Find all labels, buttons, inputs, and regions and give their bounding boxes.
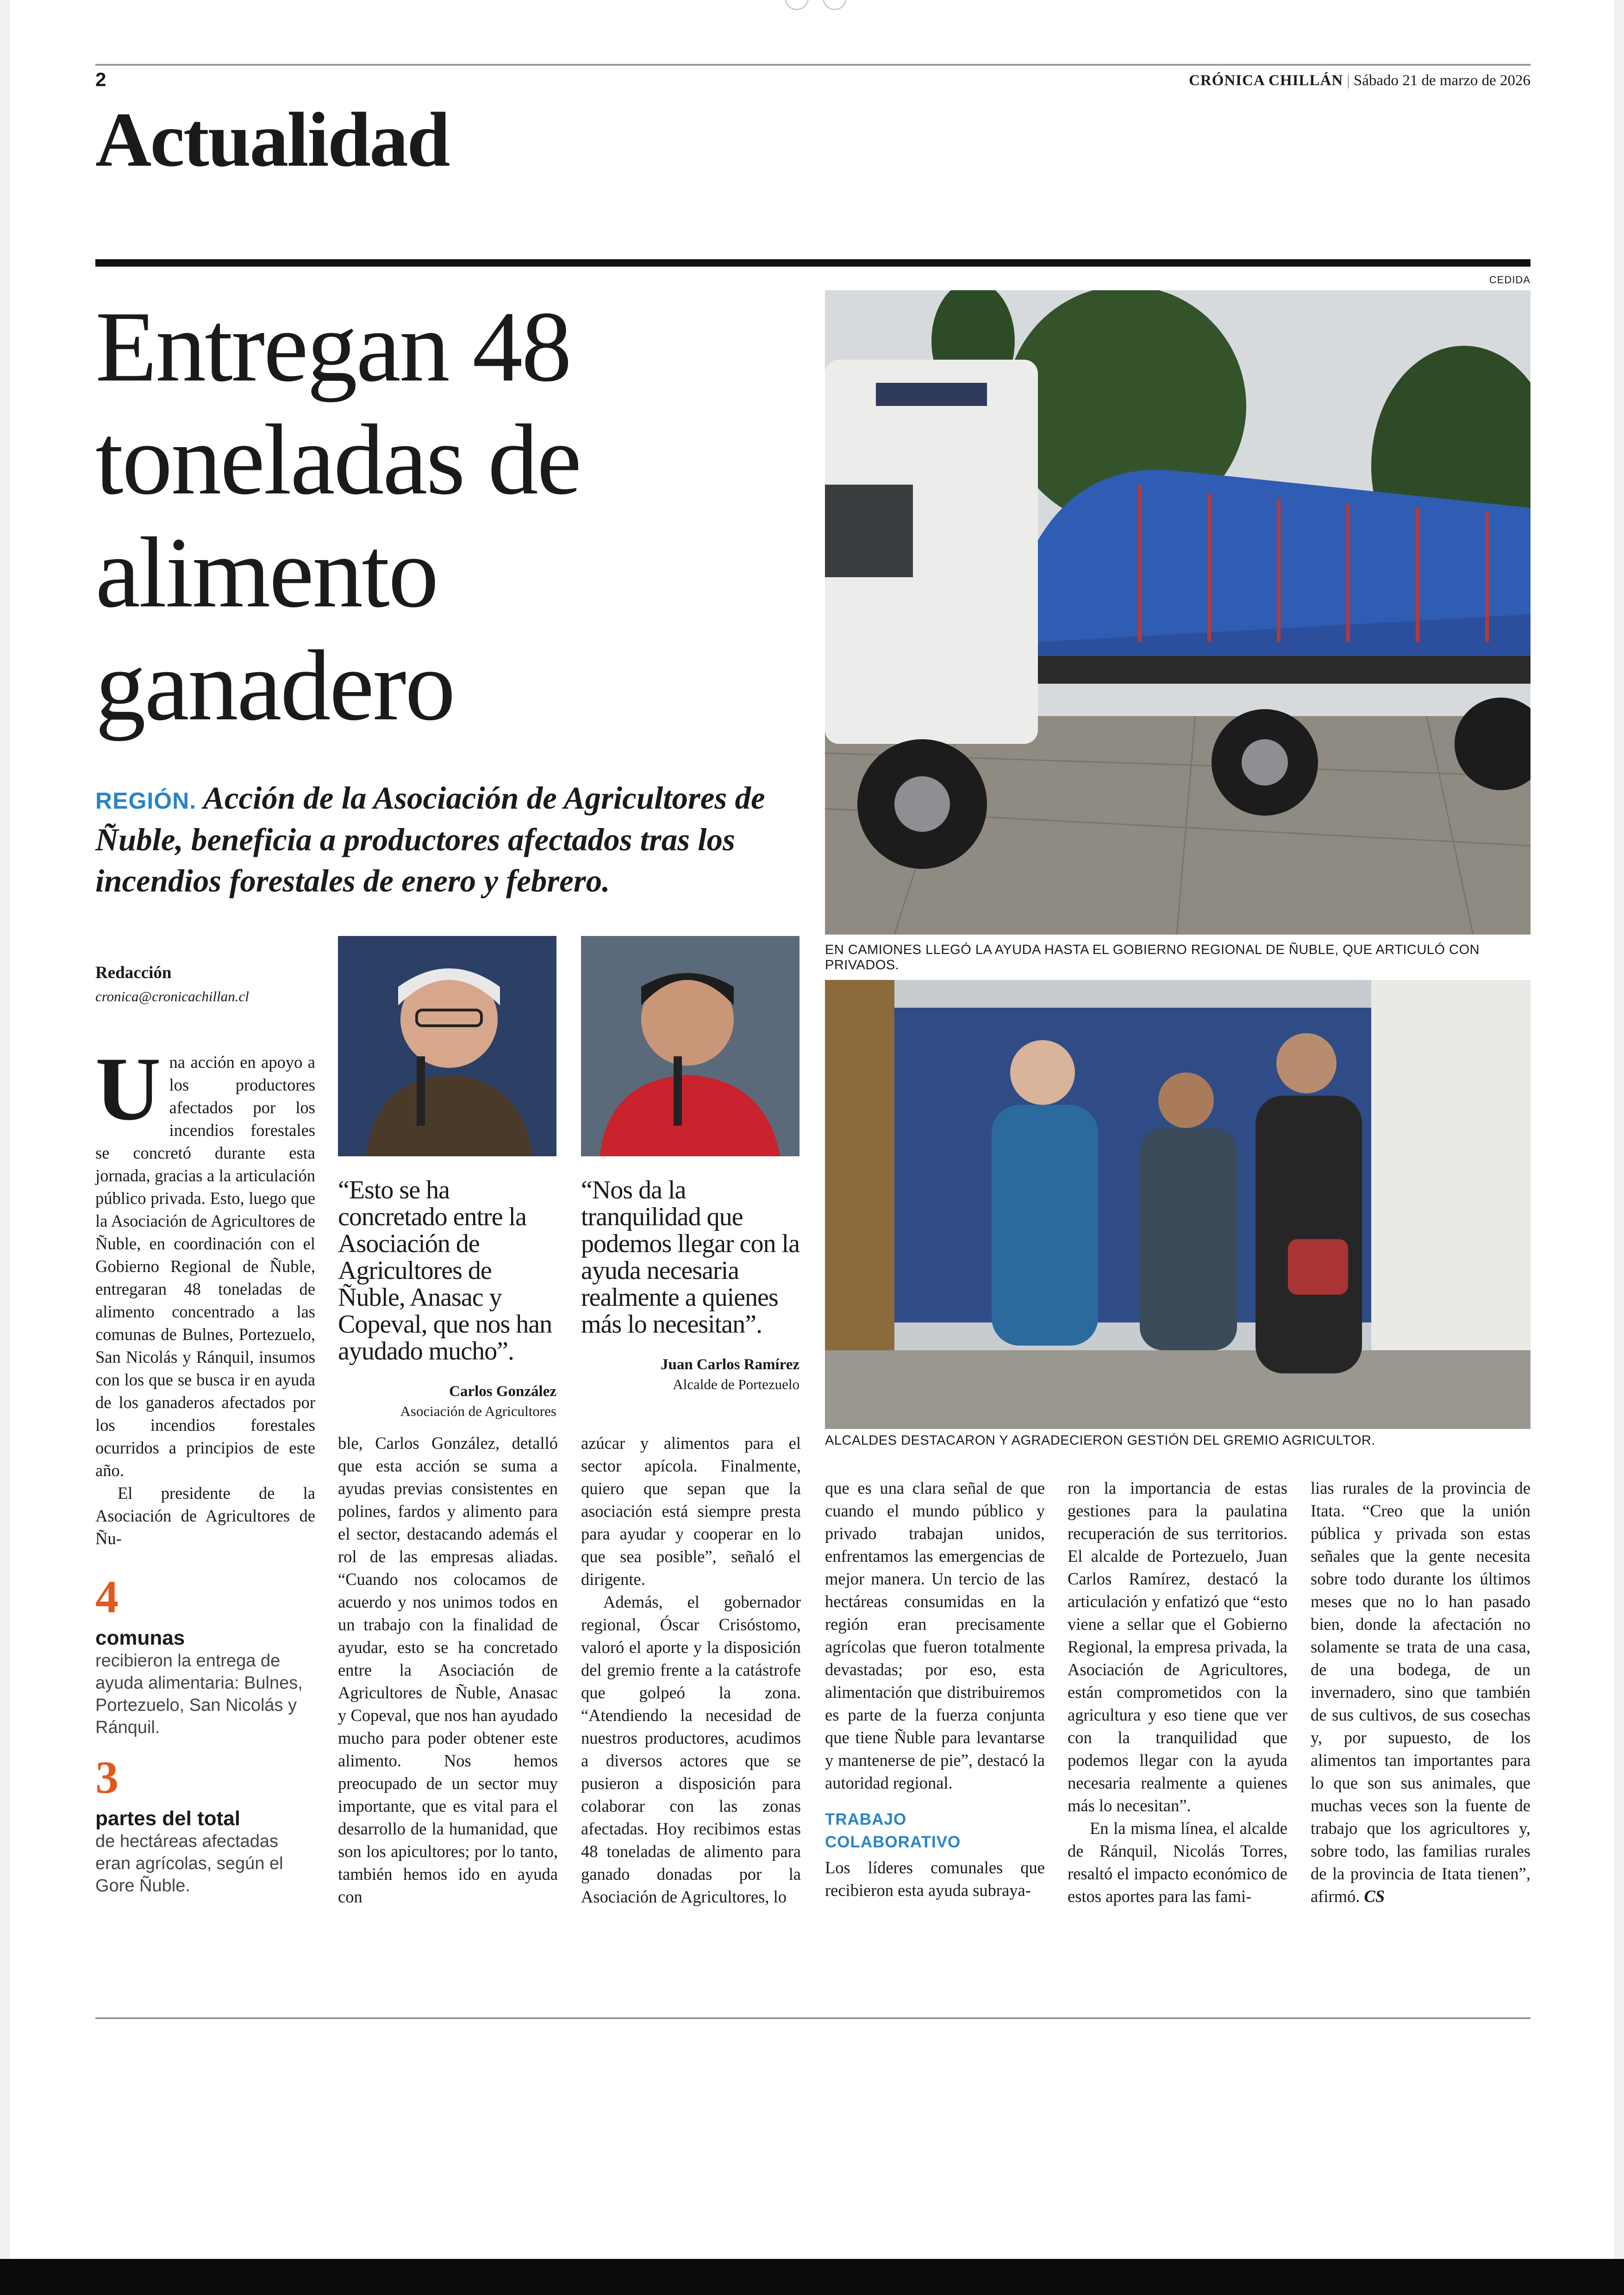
truck-illustration <box>825 290 1530 935</box>
headline: Entregan 48 toneladas de alimento ganadero <box>95 291 581 742</box>
article-column-1 <box>95 1039 315 1550</box>
pull-quote-2 <box>581 1177 800 1393</box>
quote-author: Juan Carlos Ramírez <box>660 1356 800 1373</box>
quote-role: Asociación de Agricultores <box>400 1403 556 1419</box>
body-paragraph <box>1311 1477 1530 1908</box>
end-mark: CS <box>1364 1887 1385 1906</box>
stat-number: 3 <box>95 1752 119 1803</box>
body-paragraph: azúcar y alimentos para el sector apícola. Finalmente, quiero que sepan que la asociación está siempre presta para ayudar y cooperar en lo que sea posible”, señaló el dirigente. <box>581 1434 801 1589</box>
body-paragraph: Los líderes comunales que recibieron esta ayuda subraya- <box>825 1858 1045 1900</box>
stat-title: partes del total <box>95 1807 240 1830</box>
article-column-3 <box>581 1432 801 1908</box>
quote-author: Carlos González <box>449 1383 556 1400</box>
photo1-caption: EN CAMIONES LLEGÓ LA AYUDA HASTA EL GOBIERNO REGIONAL DE ÑUBLE, QUE ARTICULÓ CON PRIVADOS. <box>825 942 1480 973</box>
deck-tag: REGIÓN. <box>95 788 197 814</box>
publication-name: CRÓNICA CHILLÁN <box>1189 72 1343 89</box>
article-column-4 <box>825 1477 1045 1902</box>
page-number: 2 <box>95 69 106 90</box>
stat-block-1 <box>95 1571 313 1739</box>
author-name: Redacción <box>95 963 172 982</box>
stat-number: 4 <box>95 1571 119 1622</box>
deck <box>95 778 818 902</box>
page-dot-icon <box>823 0 847 10</box>
quote-text: “Esto se ha concretado entre la Asociación de Agricultores de Ñuble, Anasac y Copeval, que nos han ayudado mucho”. <box>338 1176 552 1366</box>
lead-text: na acción en apoyo a los productores afectados por los incendios forestales se concretó durante esta jornada, gracias a la articulación público privada. Esto, luego que la Asociación de Agricultores de Ñuble, en coordinación con el Gobierno Regional de Ñuble, entregaran 48 toneladas de alimento concentrado a las comunas de Bulnes, Portezuelo, San Nicolás y Ránquil, insumos con los que se busca ir en ayuda de los ganaderos afectados por los incendios forestales ocurridos a principios de este año. <box>95 1053 315 1480</box>
body-paragraph: ble, Carlos González, detalló que esta acción se suma a ayudas previas consistentes en polines, fardos y alimento para el sector, destacando además el rol de las empresas aliadas. “Cuando nos colocamos de acuerdo y nos unimos todos en un trabajo con la finalidad de ayudar, esto se ha concretado entre la Asociación de Agricultores de Ñuble, Anasac y Copeval, que nos han ayudado mucho para poder obtener este alimento. Nos hemos preocupado de un sector muy importante, que es vital para el desarrollo de la humanidad, que son los apicultores; por lo tanto, también hemos ido en ayuda con <box>338 1434 558 1906</box>
stat-title: comunas <box>95 1627 185 1649</box>
photo-credit: CEDIDA <box>1489 274 1530 286</box>
section-title: Actualidad <box>95 97 449 183</box>
deck-text: Acción de la Asociación de Agricultores de Ñuble, beneficia a productores afectados tras los incendios forestales de enero y febrero. <box>95 780 765 899</box>
author-email: cronica@cronicachillan.cl <box>95 988 249 1004</box>
header-rule <box>95 64 1530 66</box>
closing-text: lias rurales de la provincia de Itata. “Creo que la unión pública y privada son estas señales que la gente necesita sobre todo durante los últimos meses que no lo han pasado bien, donde la afectación no solamente se trata de una casa, de una bodega, de un invernadero, sino que también de sus cultivos, de sus cosechas y, por supuesto, de los alimentos tan importantes para lo que son sus animales, que muchas veces son la fuente de trabajo que los agricultores y, sobre todo, las familias rurales de la provincia de Itata tienen”, afirmó. <box>1311 1478 1530 1906</box>
quote-role: Alcalde de Portezuelo <box>673 1376 800 1392</box>
portrait-juan-carlos-ramirez <box>581 936 800 1156</box>
drop-cap: U <box>95 1039 161 1139</box>
truck-photo <box>825 290 1530 935</box>
viewer-bottom-bar <box>0 2259 1624 2295</box>
section-rule <box>95 259 1530 267</box>
stat-block-2 <box>95 1754 313 1897</box>
lead-paragraph <box>95 1039 315 1482</box>
issue-date: Sábado 21 de marzo de 2026 <box>1353 72 1530 89</box>
stat-text: recibieron la entrega de ayuda alimentaria: Bulnes, Portezuelo, San Nicolás y Ránquil. <box>95 1651 303 1737</box>
viewer-page-dots <box>785 0 847 10</box>
quote-text: “Nos da la tranquilidad que podemos llegar con la ayuda necesaria realmente a quienes más lo necesitan”. <box>581 1176 800 1339</box>
pull-quote-1 <box>338 1177 556 1420</box>
body-paragraph: En la misma línea, el alcalde de Ránquil, Nicolás Torres, resaltó el impacto económico de estos aportes para las fami- <box>1068 1819 1287 1906</box>
portrait-illustration <box>338 936 556 1156</box>
photo2-caption: ALCALDES DESTACARON Y AGRADECIERON GESTIÓN DEL GREMIO AGRICULTOR. <box>825 1433 1376 1448</box>
stat-text: de hectáreas afectadas eran agrícolas, según el Gore Ñuble. <box>95 1832 283 1896</box>
footer-rule <box>95 2017 1530 2019</box>
group-illustration <box>825 980 1530 1429</box>
byline <box>95 963 308 1005</box>
article-column-6 <box>1311 1477 1530 1908</box>
article-column-2 <box>338 1432 558 1908</box>
portrait-carlos-gonzalez <box>338 936 556 1156</box>
group-photo <box>825 980 1530 1429</box>
page-margin-right <box>1614 0 1624 2259</box>
body-paragraph: ron la importancia de estas gestiones para la paulatina recuperación de sus territorios. El alcalde de Portezuelo, Juan Carlos Ramírez, destacó la articulación y enfatizó que “esto viene a sellar que el Gobierno Regional, la empresa privada, la Asociación de Agricultores, están comprometidos con la agricultura y eso tiene que ver con la tranquilidad que podemos llegar con la ayuda necesaria realmente a quienes más lo necesitan”. <box>1068 1478 1287 1815</box>
page-dot-icon <box>785 0 809 10</box>
body-paragraph: que es una clara señal de que cuando el mundo público y privado trabajan unidos, enfrentamos las emergencias de mejor manera. Un tercio de las hectáreas consumidas en la región eran precisamente agrícolas que fueron totalmente devastadas; por eso, esta alimentación que distribuiremos es parte de la fuerza conjunta que tiene Ñuble para levantarse y mantenerse de pie”, destacó la autoridad regional. <box>825 1478 1045 1792</box>
article-column-5 <box>1068 1477 1287 1908</box>
body-paragraph: El presidente de la Asociación de Agricultores de Ñu- <box>95 1484 315 1548</box>
dateline-separator: | <box>1347 72 1350 89</box>
dateline <box>1189 72 1530 89</box>
page-margin-left <box>0 0 10 2259</box>
portrait-illustration <box>581 936 800 1156</box>
body-paragraph: Además, el gobernador regional, Óscar Crisóstomo, valoró el aporte y la disposición del gremio frente a la catástrofe que golpeó la zona. “Atendiendo la necesidad de nuestros productores, acudimos a diversos actores que se pusieron a disposición para colaborar con las zonas afectadas. Hoy recibimos estas 48 toneladas de alimento para ganado donadas por la Asociación de Agricultores, lo <box>581 1592 801 1906</box>
subheading: TRABAJO COLABORATIVO <box>825 1810 961 1851</box>
